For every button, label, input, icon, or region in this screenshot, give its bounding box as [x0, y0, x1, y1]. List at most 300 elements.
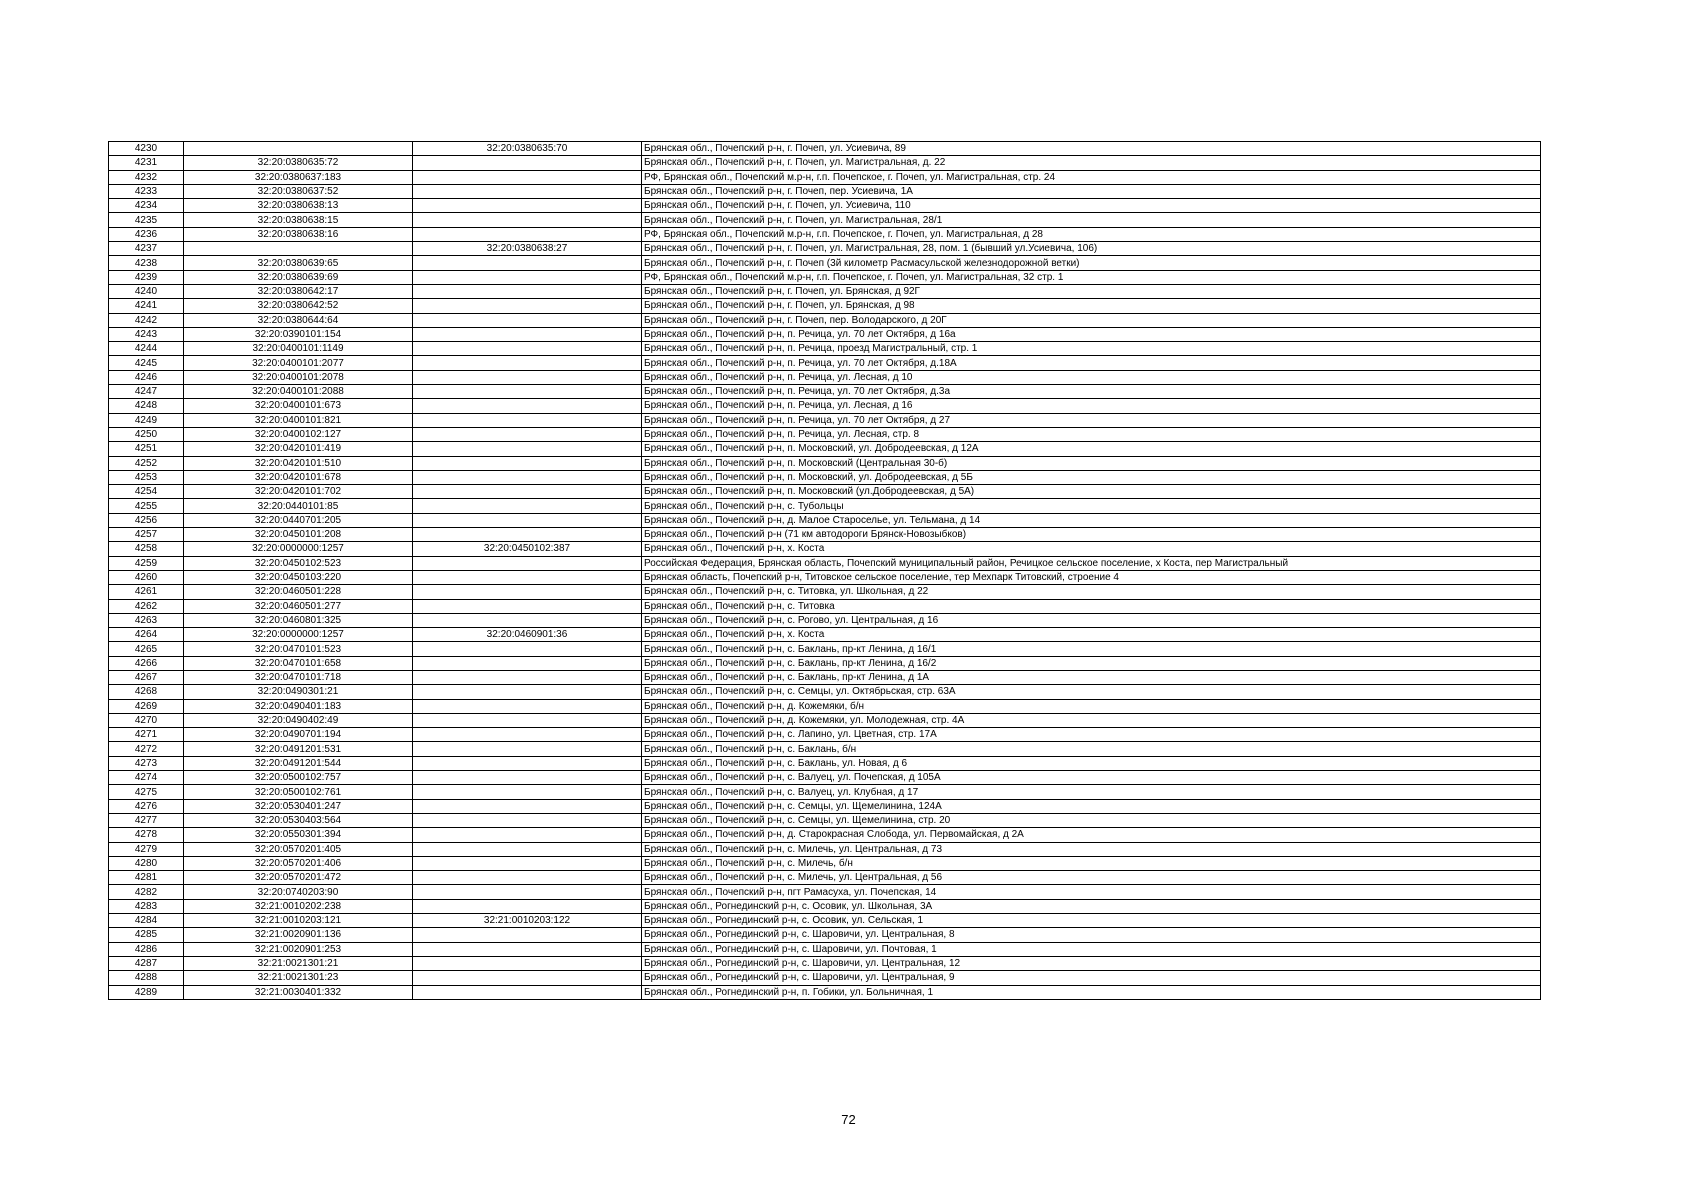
cadastral-number-cell: 32:20:0460501:277	[184, 599, 413, 613]
table-row	[109, 670, 1541, 684]
address-cell: Брянская обл., Почепский р-н, п. Речица, ул. 70 лет Октября, д.3а	[642, 385, 1541, 399]
address-cell: Брянская обл., Почепский р-н, с. Лапино, ул. Цветная, стр. 17А	[642, 728, 1541, 742]
cadastral-number-2-cell	[413, 556, 642, 570]
table-row	[109, 156, 1541, 170]
row-number-cell: 4267	[109, 670, 184, 684]
table-row	[109, 199, 1541, 213]
table-row	[109, 642, 1541, 656]
cadastral-number-2-cell	[413, 813, 642, 827]
cadastral-number-cell: 32:20:0380638:16	[184, 227, 413, 241]
table-row	[109, 742, 1541, 756]
cadastral-number-cell: 32:20:0491201:544	[184, 756, 413, 770]
cadastral-number-2-cell	[413, 842, 642, 856]
address-cell: Брянская обл., Почепский р-н, г. Почеп, ул. Усиевича, 89	[642, 142, 1541, 156]
row-number-cell: 4240	[109, 284, 184, 298]
table-row	[109, 585, 1541, 599]
row-number-cell: 4238	[109, 256, 184, 270]
table-row	[109, 813, 1541, 827]
address-cell: Брянская обл., Почепский р-н, х. Коста	[642, 628, 1541, 642]
cadastral-number-cell: 32:20:0490402:49	[184, 713, 413, 727]
table-row	[109, 542, 1541, 556]
row-number-cell: 4249	[109, 413, 184, 427]
cadastral-number-cell: 32:20:0380639:69	[184, 270, 413, 284]
cadastral-number-cell: 32:20:0530403:564	[184, 813, 413, 827]
cadastral-number-cell: 32:20:0400101:2078	[184, 370, 413, 384]
table-row	[109, 914, 1541, 928]
address-cell: Брянская обл., Почепский р-н, п. Речица, ул. Лесная, стр. 8	[642, 427, 1541, 441]
row-number-cell: 4288	[109, 971, 184, 985]
cadastral-number-cell: 32:20:0740203:90	[184, 885, 413, 899]
address-cell: Брянская обл., Почепский р-н, п. Московский, ул. Добродеевская, д 12А	[642, 442, 1541, 456]
cadastral-number-2-cell	[413, 213, 642, 227]
table-row	[109, 528, 1541, 542]
row-number-cell: 4279	[109, 842, 184, 856]
cadastral-number-cell: 32:20:0000000:1257	[184, 542, 413, 556]
address-cell: Брянская обл., Почепский р-н, пгт Рамасуха, ул. Почепская, 14	[642, 885, 1541, 899]
address-cell: Брянская обл., Почепский р-н, г. Почеп, ул. Магистральная, 28, пом. 1 (бывший ул.Усиевича, 106)	[642, 242, 1541, 256]
cadastral-number-cell: 32:20:0400101:1149	[184, 342, 413, 356]
cadastral-number-2-cell	[413, 742, 642, 756]
row-number-cell: 4247	[109, 385, 184, 399]
cadastral-number-2-cell	[413, 442, 642, 456]
address-cell: Брянская обл., Почепский р-н, п. Речица, ул. 70 лет Октября, д 16а	[642, 327, 1541, 341]
row-number-cell: 4253	[109, 470, 184, 484]
cadastral-number-2-cell: 32:20:0450102:387	[413, 542, 642, 556]
cadastral-number-cell: 32:20:0380638:15	[184, 213, 413, 227]
cadastral-number-2-cell	[413, 485, 642, 499]
table-row	[109, 885, 1541, 899]
cadastral-number-2-cell	[413, 899, 642, 913]
table-row	[109, 413, 1541, 427]
address-cell: Брянская обл., Почепский р-н, г. Почеп, пер. Усиевича, 1А	[642, 184, 1541, 198]
row-number-cell: 4233	[109, 184, 184, 198]
address-cell: Брянская обл., Почепский р-н, д. Кожемяки, ул. Молодежная, стр. 4А	[642, 713, 1541, 727]
cadastral-number-cell: 32:21:0030401:332	[184, 985, 413, 999]
cadastral-number-2-cell	[413, 585, 642, 599]
address-cell: Брянская обл., Почепский р-н, с. Баклань, пр-кт Ленина, д 16/1	[642, 642, 1541, 656]
row-number-cell: 4273	[109, 756, 184, 770]
cadastral-number-2-cell	[413, 413, 642, 427]
cadastral-number-cell: 32:20:0420101:702	[184, 485, 413, 499]
address-cell: Брянская обл., Почепский р-н, х. Коста	[642, 542, 1541, 556]
address-cell: Брянская обл., Рогнединский р-н, с. Осовик, ул. Сельская, 1	[642, 914, 1541, 928]
table-row	[109, 499, 1541, 513]
cadastral-number-2-cell	[413, 356, 642, 370]
address-cell: Российская Федерация, Брянская область, Почепский муниципальный район, Речицкое сельское поселение, х Коста, пер Магистральный	[642, 556, 1541, 570]
cadastral-number-2-cell	[413, 256, 642, 270]
row-number-cell: 4286	[109, 942, 184, 956]
cadastral-number-cell: 32:20:0470101:523	[184, 642, 413, 656]
table-row	[109, 184, 1541, 198]
cadastral-number-cell: 32:20:0380635:72	[184, 156, 413, 170]
cadastral-number-cell: 32:20:0380637:52	[184, 184, 413, 198]
address-cell: Брянская обл., Почепский р-н, г. Почеп, пер. Володарского, д 20Г	[642, 313, 1541, 327]
address-cell: Брянская обл., Почепский р-н, с. Титовка, ул. Школьная, д 22	[642, 585, 1541, 599]
cadastral-number-cell: 32:20:0400101:673	[184, 399, 413, 413]
row-number-cell: 4248	[109, 399, 184, 413]
address-cell: РФ, Брянская обл., Почепский м.р-н, г.п. Почепское, г. Почеп, ул. Магистральная, 32 стр. 1	[642, 270, 1541, 284]
cadastral-number-2-cell	[413, 670, 642, 684]
row-number-cell: 4243	[109, 327, 184, 341]
table-row	[109, 971, 1541, 985]
cadastral-number-2-cell	[413, 728, 642, 742]
row-number-cell: 4276	[109, 799, 184, 813]
row-number-cell: 4278	[109, 828, 184, 842]
table-row	[109, 270, 1541, 284]
cadastral-number-cell: 32:20:0460801:325	[184, 613, 413, 627]
row-number-cell: 4241	[109, 299, 184, 313]
cadastral-number-2-cell	[413, 456, 642, 470]
table-row	[109, 699, 1541, 713]
table-row	[109, 370, 1541, 384]
row-number-cell: 4274	[109, 771, 184, 785]
table-row	[109, 685, 1541, 699]
address-cell: Брянская обл., Рогнединский р-н, с. Шаровичи, ул. Центральная, 9	[642, 971, 1541, 985]
cadastral-number-cell: 32:20:0470101:718	[184, 670, 413, 684]
address-cell: Брянская обл., Почепский р-н, д. Малое Староселье, ул. Тельмана, д 14	[642, 513, 1541, 527]
row-number-cell: 4252	[109, 456, 184, 470]
address-cell: Брянская обл., Почепский р-н, с. Милечь, ул. Центральная, д 73	[642, 842, 1541, 856]
table-row	[109, 828, 1541, 842]
address-cell: Брянская обл., Почепский р-н, п. Московский (ул.Добродеевская, д 5А)	[642, 485, 1541, 499]
table-row	[109, 728, 1541, 742]
row-number-cell: 4239	[109, 270, 184, 284]
row-number-cell: 4269	[109, 699, 184, 713]
table-row	[109, 756, 1541, 770]
cadastral-number-2-cell	[413, 699, 642, 713]
cadastral-number-cell	[184, 142, 413, 156]
cadastral-number-cell: 32:20:0380637:183	[184, 170, 413, 184]
cadastral-number-2-cell	[413, 327, 642, 341]
cadastral-number-cell: 32:20:0420101:678	[184, 470, 413, 484]
row-number-cell: 4236	[109, 227, 184, 241]
cadastral-number-2-cell	[413, 771, 642, 785]
cadastral-number-cell: 32:20:0380642:17	[184, 284, 413, 298]
table-row	[109, 142, 1541, 156]
row-number-cell: 4281	[109, 871, 184, 885]
address-cell: Брянская обл., Почепский р-н, с. Рогово, ул. Центральная, д 16	[642, 613, 1541, 627]
row-number-cell: 4245	[109, 356, 184, 370]
table-row	[109, 899, 1541, 913]
table-row	[109, 442, 1541, 456]
row-number-cell: 4254	[109, 485, 184, 499]
cadastral-number-cell: 32:20:0420101:419	[184, 442, 413, 456]
cadastral-number-2-cell	[413, 385, 642, 399]
cadastral-number-cell: 32:20:0450103:220	[184, 570, 413, 584]
row-number-cell: 4271	[109, 728, 184, 742]
row-number-cell: 4262	[109, 599, 184, 613]
table-row	[109, 327, 1541, 341]
cadastral-number-cell: 32:20:0000000:1257	[184, 628, 413, 642]
cadastral-number-2-cell	[413, 370, 642, 384]
row-number-cell: 4251	[109, 442, 184, 456]
table-row	[109, 656, 1541, 670]
page-number: 72	[841, 1112, 856, 1127]
row-number-cell: 4246	[109, 370, 184, 384]
table-row	[109, 256, 1541, 270]
cadastral-number-cell: 32:20:0460501:228	[184, 585, 413, 599]
cadastral-number-cell: 32:20:0570201:472	[184, 871, 413, 885]
cadastral-number-cell: 32:20:0400102:127	[184, 427, 413, 441]
address-cell: Брянская область, Почепский р-н, Титовское сельское поселение, тер Мехпарк Титовский, строение 4	[642, 570, 1541, 584]
row-number-cell: 4242	[109, 313, 184, 327]
table-row	[109, 599, 1541, 613]
address-cell: РФ, Брянская обл., Почепский м.р-н, г.п. Почепское, г. Почеп, ул. Магистральная, стр. 24	[642, 170, 1541, 184]
address-cell: Брянская обл., Рогнединский р-н, с. Осовик, ул. Школьная, 3А	[642, 899, 1541, 913]
cadastral-number-2-cell: 32:20:0380635:70	[413, 142, 642, 156]
row-number-cell: 4289	[109, 985, 184, 999]
address-cell: Брянская обл., Почепский р-н, п. Речица, ул. Лесная, д 10	[642, 370, 1541, 384]
cadastral-number-cell: 32:20:0450101:208	[184, 528, 413, 542]
address-cell: Брянская обл., Рогнединский р-н, п. Гобики, ул. Больничная, 1	[642, 985, 1541, 999]
row-number-cell: 4261	[109, 585, 184, 599]
row-number-cell: 4259	[109, 556, 184, 570]
table-row	[109, 456, 1541, 470]
cadastral-number-2-cell	[413, 199, 642, 213]
row-number-cell: 4237	[109, 242, 184, 256]
cadastral-number-2-cell	[413, 184, 642, 198]
cadastral-number-cell: 32:20:0490701:194	[184, 728, 413, 742]
cadastral-number-2-cell	[413, 642, 642, 656]
table-row	[109, 842, 1541, 856]
row-number-cell: 4283	[109, 899, 184, 913]
address-cell: Брянская обл., Почепский р-н, г. Почеп, ул. Брянская, д 92Г	[642, 284, 1541, 298]
address-cell: Брянская обл., Почепский р-н, п. Московский, ул. Добродеевская, д 5Б	[642, 470, 1541, 484]
cadastral-number-2-cell	[413, 942, 642, 956]
address-cell: Брянская обл., Рогнединский р-н, с. Шаровичи, ул. Центральная, 8	[642, 928, 1541, 942]
cadastral-number-cell: 32:20:0570201:406	[184, 856, 413, 870]
table-row	[109, 356, 1541, 370]
cadastral-number-2-cell	[413, 170, 642, 184]
table-row	[109, 713, 1541, 727]
address-cell: Брянская обл., Почепский р-н, с. Баклань, пр-кт Ленина, д 1А	[642, 670, 1541, 684]
table-row	[109, 427, 1541, 441]
address-cell: Брянская обл., Почепский р-н, г. Почеп, ул. Усиевича, 110	[642, 199, 1541, 213]
row-number-cell: 4234	[109, 199, 184, 213]
cadastral-number-cell: 32:20:0570201:405	[184, 842, 413, 856]
cadastral-number-2-cell	[413, 570, 642, 584]
address-cell: Брянская обл., Почепский р-н, с. Баклань, пр-кт Ленина, д 16/2	[642, 656, 1541, 670]
cadastral-number-2-cell	[413, 270, 642, 284]
table-row	[109, 956, 1541, 970]
cadastral-number-2-cell	[413, 656, 642, 670]
table-row	[109, 227, 1541, 241]
cadastral-number-2-cell	[413, 528, 642, 542]
cadastral-number-cell: 32:20:0400101:2088	[184, 385, 413, 399]
cadastral-number-cell: 32:20:0490401:183	[184, 699, 413, 713]
table-row	[109, 242, 1541, 256]
cadastral-number-cell: 32:20:0380642:52	[184, 299, 413, 313]
row-number-cell: 4266	[109, 656, 184, 670]
address-cell: Брянская обл., Почепский р-н, с. Милечь, б/н	[642, 856, 1541, 870]
cadastral-number-2-cell	[413, 342, 642, 356]
cadastral-number-2-cell	[413, 399, 642, 413]
table-row	[109, 485, 1541, 499]
row-number-cell: 4244	[109, 342, 184, 356]
address-cell: Брянская обл., Почепский р-н, г. Почеп, ул. Магистральная, д. 22	[642, 156, 1541, 170]
address-cell: Брянская обл., Почепский р-н, с. Семцы, ул. Щемелинина, 124А	[642, 799, 1541, 813]
address-cell: Брянская обл., Почепский р-н, с. Титовка	[642, 599, 1541, 613]
table-row	[109, 570, 1541, 584]
cadastral-number-cell: 32:21:0020901:253	[184, 942, 413, 956]
address-cell: Брянская обл., Почепский р-н, п. Московский (Центральная 30-б)	[642, 456, 1541, 470]
table-row	[109, 284, 1541, 298]
cadastral-number-2-cell	[413, 985, 642, 999]
cadastral-number-cell: 32:20:0380644:64	[184, 313, 413, 327]
table-row	[109, 942, 1541, 956]
cadastral-number-2-cell	[413, 713, 642, 727]
address-cell: Брянская обл., Почепский р-н (71 км автодороги Брянск-Новозыбков)	[642, 528, 1541, 542]
table-row	[109, 785, 1541, 799]
cadastral-number-cell: 32:20:0500102:757	[184, 771, 413, 785]
cadastral-number-cell: 32:20:0491201:531	[184, 742, 413, 756]
address-cell: Брянская обл., Почепский р-н, п. Речица, проезд Магистральный, стр. 1	[642, 342, 1541, 356]
cadastral-number-cell: 32:20:0490301:21	[184, 685, 413, 699]
table-row	[109, 213, 1541, 227]
table-row	[109, 856, 1541, 870]
address-cell: Брянская обл., Почепский р-н, п. Речица, ул. 70 лет Октября, д 27	[642, 413, 1541, 427]
address-cell: Брянская обл., Почепский р-н, п. Речица, ул. Лесная, д 16	[642, 399, 1541, 413]
cadastral-number-cell: 32:21:0010202:238	[184, 899, 413, 913]
row-number-cell: 4260	[109, 570, 184, 584]
cadastral-number-cell: 32:21:0010203:121	[184, 914, 413, 928]
address-cell: Брянская обл., Почепский р-н, с. Милечь, ул. Центральная, д 56	[642, 871, 1541, 885]
table-row	[109, 985, 1541, 999]
row-number-cell: 4255	[109, 499, 184, 513]
registry-body	[109, 142, 1541, 1000]
address-cell: Брянская обл., Почепский р-н, с. Валуец, ул. Почепская, д 105А	[642, 771, 1541, 785]
cadastral-number-cell: 32:20:0470101:658	[184, 656, 413, 670]
cadastral-number-cell: 32:20:0440701:205	[184, 513, 413, 527]
cadastral-number-2-cell: 32:21:0010203:122	[413, 914, 642, 928]
row-number-cell: 4285	[109, 928, 184, 942]
address-cell: Брянская обл., Почепский р-н, с. Семцы, ул. Октябрьская, стр. 63А	[642, 685, 1541, 699]
cadastral-number-cell: 32:20:0450102:523	[184, 556, 413, 570]
table-row	[109, 170, 1541, 184]
cadastral-number-2-cell	[413, 313, 642, 327]
address-cell: Брянская обл., Почепский р-н, д. Кожемяки, б/н	[642, 699, 1541, 713]
row-number-cell: 4268	[109, 685, 184, 699]
cadastral-number-cell: 32:20:0530401:247	[184, 799, 413, 813]
cadastral-number-cell: 32:21:0021301:21	[184, 956, 413, 970]
row-number-cell: 4257	[109, 528, 184, 542]
row-number-cell: 4277	[109, 813, 184, 827]
cadastral-number-2-cell	[413, 499, 642, 513]
cadastral-number-2-cell	[413, 227, 642, 241]
table-row	[109, 470, 1541, 484]
table-row	[109, 342, 1541, 356]
address-cell: Брянская обл., Рогнединский р-н, с. Шаровичи, ул. Почтовая, 1	[642, 942, 1541, 956]
cadastral-number-2-cell	[413, 871, 642, 885]
cadastral-number-2-cell	[413, 799, 642, 813]
row-number-cell: 4280	[109, 856, 184, 870]
cadastral-number-cell: 32:20:0400101:821	[184, 413, 413, 427]
row-number-cell: 4256	[109, 513, 184, 527]
table-row	[109, 928, 1541, 942]
cadastral-number-2-cell	[413, 928, 642, 942]
cadastral-number-cell: 32:21:0020901:136	[184, 928, 413, 942]
cadastral-number-2-cell	[413, 785, 642, 799]
table-row	[109, 613, 1541, 627]
address-cell: РФ, Брянская обл., Почепский м.р-н, г.п. Почепское, г. Почеп, ул. Магистральная, д 28	[642, 227, 1541, 241]
cadastral-number-2-cell	[413, 756, 642, 770]
address-cell: Брянская обл., Почепский р-н, г. Почеп, ул. Магистральная, 28/1	[642, 213, 1541, 227]
cadastral-number-2-cell	[413, 971, 642, 985]
cadastral-number-2-cell	[413, 156, 642, 170]
cadastral-number-cell: 32:20:0550301:394	[184, 828, 413, 842]
address-cell: Брянская обл., Почепский р-н, г. Почеп, ул. Брянская, д 98	[642, 299, 1541, 313]
address-cell: Брянская обл., Почепский р-н, д. Старокрасная Слобода, ул. Первомайская, д 2А	[642, 828, 1541, 842]
row-number-cell: 4284	[109, 914, 184, 928]
row-number-cell: 4263	[109, 613, 184, 627]
row-number-cell: 4272	[109, 742, 184, 756]
row-number-cell: 4275	[109, 785, 184, 799]
row-number-cell: 4270	[109, 713, 184, 727]
row-number-cell: 4287	[109, 956, 184, 970]
row-number-cell: 4258	[109, 542, 184, 556]
address-cell: Брянская обл., Почепский р-н, с. Валуец, ул. Клубная, д 17	[642, 785, 1541, 799]
cadastral-number-cell: 32:21:0021301:23	[184, 971, 413, 985]
cadastral-number-2-cell	[413, 613, 642, 627]
address-cell: Брянская обл., Почепский р-н, с. Баклань, б/н	[642, 742, 1541, 756]
cadastral-number-cell: 32:20:0380639:65	[184, 256, 413, 270]
cadastral-number-cell: 32:20:0400101:2077	[184, 356, 413, 370]
cadastral-number-cell: 32:20:0500102:761	[184, 785, 413, 799]
cadastral-number-2-cell	[413, 885, 642, 899]
cadastral-number-2-cell	[413, 284, 642, 298]
cadastral-number-cell	[184, 242, 413, 256]
address-cell: Брянская обл., Почепский р-н, с. Тубольцы	[642, 499, 1541, 513]
table-row	[109, 771, 1541, 785]
table-row	[109, 556, 1541, 570]
cadastral-number-2-cell	[413, 856, 642, 870]
cadastral-number-2-cell	[413, 299, 642, 313]
address-cell: Брянская обл., Почепский р-н, п. Речица, ул. 70 лет Октября, д.18А	[642, 356, 1541, 370]
cadastral-number-2-cell	[413, 470, 642, 484]
row-number-cell: 4231	[109, 156, 184, 170]
row-number-cell: 4230	[109, 142, 184, 156]
cadastral-number-2-cell	[413, 513, 642, 527]
table-row	[109, 799, 1541, 813]
address-cell: Брянская обл., Почепский р-н, с. Семцы, ул. Щемелинина, стр. 20	[642, 813, 1541, 827]
table-row	[109, 313, 1541, 327]
cadastral-number-2-cell: 32:20:0460901:36	[413, 628, 642, 642]
cadastral-number-cell: 32:20:0440101:85	[184, 499, 413, 513]
row-number-cell: 4265	[109, 642, 184, 656]
cadastral-number-cell: 32:20:0390101:154	[184, 327, 413, 341]
table-row	[109, 628, 1541, 642]
registry-table	[108, 141, 1541, 1000]
cadastral-number-2-cell: 32:20:0380638:27	[413, 242, 642, 256]
row-number-cell: 4235	[109, 213, 184, 227]
table-row	[109, 385, 1541, 399]
cadastral-number-cell: 32:20:0380638:13	[184, 199, 413, 213]
row-number-cell: 4232	[109, 170, 184, 184]
cadastral-number-2-cell	[413, 599, 642, 613]
table-row	[109, 871, 1541, 885]
address-cell: Брянская обл., Почепский р-н, с. Баклань, ул. Новая, д 6	[642, 756, 1541, 770]
cadastral-number-2-cell	[413, 427, 642, 441]
cadastral-number-2-cell	[413, 685, 642, 699]
table-row	[109, 299, 1541, 313]
cadastral-number-2-cell	[413, 956, 642, 970]
address-cell: Брянская обл., Рогнединский р-н, с. Шаровичи, ул. Центральная, 12	[642, 956, 1541, 970]
cadastral-number-2-cell	[413, 828, 642, 842]
row-number-cell: 4264	[109, 628, 184, 642]
table-row	[109, 399, 1541, 413]
row-number-cell: 4282	[109, 885, 184, 899]
address-cell: Брянская обл., Почепский р-н, г. Почеп (3й километр Расмасульской железнодорожной ветки)	[642, 256, 1541, 270]
